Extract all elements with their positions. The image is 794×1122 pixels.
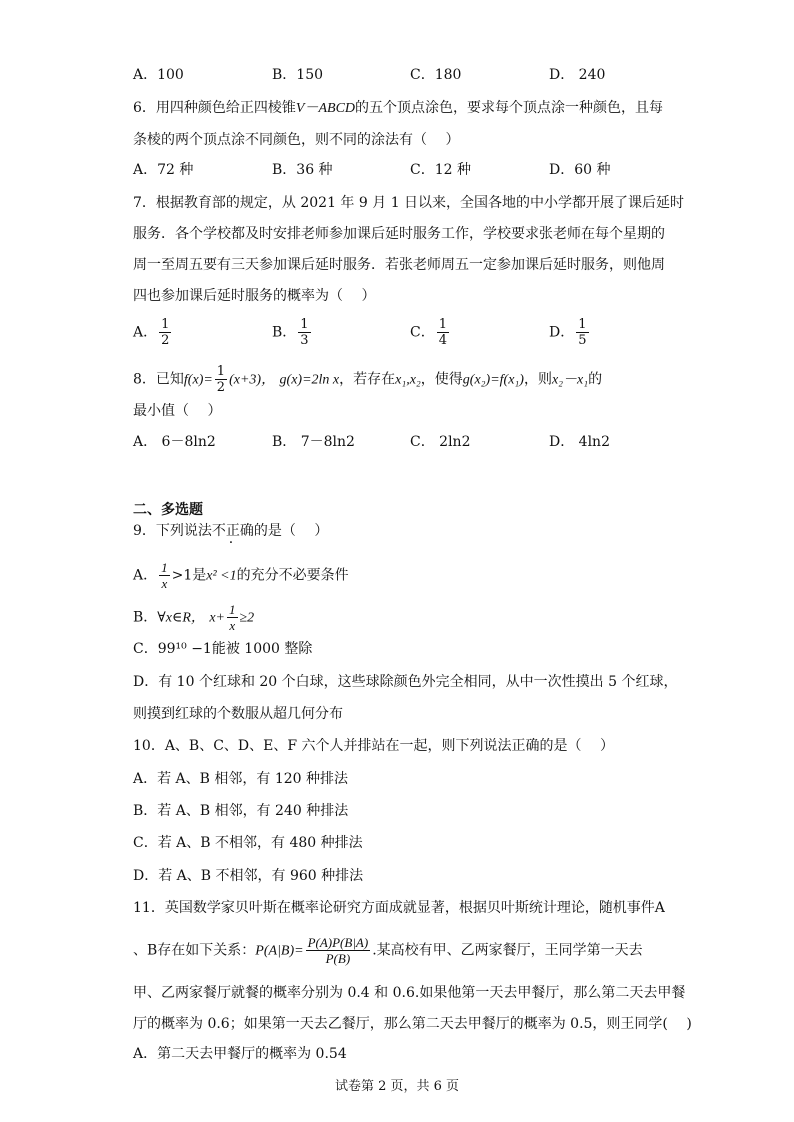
q8-text: ，若存在	[339, 371, 396, 388]
q9-text: 9．下列说法	[133, 523, 212, 539]
q9-stem	[133, 522, 328, 540]
denominator: 2	[216, 380, 226, 395]
bayes-formula-lhs: P(A|B)=	[255, 943, 304, 959]
q10-option-c: C．若 A、B 不相邻，有 480 种排法	[133, 835, 363, 851]
q8-text: ，则	[523, 371, 552, 388]
q7-stem-line4: 四也参加课后延时服务的概率为（ ）	[133, 288, 376, 304]
numerator: 1	[161, 317, 170, 332]
q7-stem-line3: 周一至周五要有三天参加课后延时服务．若张老师周五一定参加课后延时服务，则他周	[133, 257, 665, 273]
fraction	[159, 560, 170, 591]
option-label: A．	[133, 324, 158, 341]
q9-option-c: C．99¹⁰ −1能被 1000 整除	[133, 641, 313, 657]
numerator: 1	[161, 560, 168, 575]
numerator: 1	[300, 317, 309, 332]
q8-stem-line2: 最小值（ ）	[133, 403, 222, 419]
q8-fx: f(x)=	[183, 372, 213, 388]
q9-option-d-line1: D．有 10 个红球和 20 个白球，这些球除颜色外完全相同，从中一次性摸出 5 个红球，	[133, 674, 678, 690]
fraction	[437, 317, 449, 348]
q10-stem: 10．A、B、C、D、E、F 六个人并排站在一起，则下列说法正确的是（ ）	[133, 738, 614, 754]
q11-option-a: A．第二天去甲餐厅的概率为 0.54	[133, 1046, 347, 1062]
q6-option-a: A．72 种	[133, 162, 194, 178]
denominator: x	[229, 618, 236, 633]
q7-option-d	[549, 317, 591, 348]
denominator: 2	[161, 333, 170, 348]
fraction	[159, 317, 171, 348]
q9-option-a	[133, 560, 349, 591]
option-label: D．	[549, 324, 575, 341]
q9-math: ≥2	[239, 610, 255, 626]
numerator: 1	[216, 364, 226, 379]
q8-difference: x₂－x₁	[551, 372, 589, 388]
q5-option-a: A．100	[133, 67, 184, 83]
q5-option-c: C．180	[410, 67, 462, 83]
q9-math: x² <1	[206, 568, 237, 584]
q8-option-a: A． 6－8ln2	[133, 434, 216, 450]
q8-fx-post: (x+3)，	[229, 372, 276, 388]
denominator: 3	[300, 333, 309, 348]
numerator: 1	[438, 317, 447, 332]
q8-option-b: B． 7－8ln2	[272, 434, 355, 450]
q9-emphasis: 不正确	[211, 523, 254, 539]
option-label: B．	[133, 609, 158, 626]
q8-vars: x₁,x₂	[395, 372, 421, 388]
denominator: 4	[438, 333, 447, 348]
q6-option-b: B．36 种	[272, 162, 333, 178]
q6-pyramid-math: V－ABCD	[295, 101, 356, 116]
numerator: 1	[578, 317, 587, 332]
q8-gx: g(x)=2ln x	[279, 372, 340, 388]
section-heading: 二、多选题	[133, 502, 203, 518]
q7-option-c	[410, 317, 451, 348]
q9-option-d-line2: 则摸到红球的个数服从超几何分布	[133, 706, 343, 722]
q11-stem-line2	[133, 935, 643, 966]
q6-stem-line1	[133, 99, 663, 118]
q10-option-d: D．若 A、B 不相邻，有 960 种排法	[133, 868, 364, 884]
q8-text: 8．已知	[133, 371, 184, 388]
q7-option-b	[272, 317, 313, 348]
q6-text: 6．用四种颜色给正四棱锥	[133, 100, 296, 116]
q10-option-a: A．若 A、B 相邻，有 120 种排法	[133, 771, 349, 787]
q11-text: .某高校有甲、乙两家餐厅，王同学第一天去	[372, 942, 643, 959]
q8-option-d: D． 4ln2	[549, 434, 610, 450]
fraction	[227, 602, 238, 633]
numerator: 1	[229, 602, 236, 617]
q11-text: 、B存在如下关系：	[133, 942, 256, 959]
q11-stem-line1: 11．英国数学家贝叶斯在概率论研究方面成就显著，根据贝叶斯统计理论，随机事件A	[133, 900, 665, 916]
q9-text: 的是（ ）	[253, 523, 329, 539]
q7-option-a	[133, 317, 173, 348]
q8-stem-line1	[133, 364, 602, 395]
option-label: A．	[133, 567, 158, 584]
q9-text: >1是	[171, 567, 207, 584]
q9-text: 的充分不必要条件	[236, 567, 349, 584]
option-label: B．	[272, 324, 297, 341]
q11-stem-line4: 厅的概率为 0.6；如果第一天去乙餐厅，那么第二天去甲餐厅的概率为 0.5，则王同学( )	[133, 1016, 692, 1032]
q5-option-b: B．150	[272, 67, 324, 83]
q9-math: x+	[209, 610, 225, 626]
q8-text: ，使得	[420, 371, 463, 388]
q6-stem-line2: 条棱的两个顶点涂不同颜色，则不同的涂法有（ ）	[133, 132, 460, 148]
q9-option-b	[133, 602, 254, 633]
q9-math: ∀x∈R，	[157, 610, 205, 626]
numerator: P(A)P(B|A)	[307, 935, 369, 950]
q11-stem-line3: 甲、乙两家餐厅就餐的概率分别为 0.4 和 0.6.如果他第一天去甲餐厅，那么第二天去甲餐	[133, 985, 686, 1001]
option-label: C．	[410, 324, 435, 341]
q5-option-d: D． 240	[549, 67, 606, 83]
q6-text: 的五个顶点涂色，要求每个顶点涂一种颜色，且每	[355, 100, 664, 116]
fraction	[298, 317, 310, 348]
q6-option-d: D．60 种	[549, 162, 611, 178]
denominator: 5	[578, 333, 587, 348]
denominator: x	[161, 576, 168, 591]
q7-stem-line2: 服务．各个学校都及时安排老师参加课后延时服务工作，学校要求张老师在每个星期的	[133, 226, 665, 242]
bayes-fraction	[306, 935, 371, 966]
q6-option-c: C．12 种	[410, 162, 471, 178]
q8-equation: g(x₂)=f(x₁)	[462, 372, 524, 388]
denominator: P(B)	[325, 951, 351, 966]
fraction	[215, 364, 227, 395]
q8-option-c: C． 2ln2	[410, 434, 471, 450]
q10-option-b: B．若 A、B 相邻，有 240 种排法	[133, 803, 349, 819]
page-footer: 试卷第 2 页，共 6 页	[334, 1079, 460, 1094]
fraction	[576, 317, 588, 348]
q7-stem-line1: 7．根据教育部的规定，从 2021 年 9 月 1 日以来，全国各地的中小学都开展了课后延时	[133, 195, 685, 211]
q8-text: 的	[588, 371, 603, 388]
